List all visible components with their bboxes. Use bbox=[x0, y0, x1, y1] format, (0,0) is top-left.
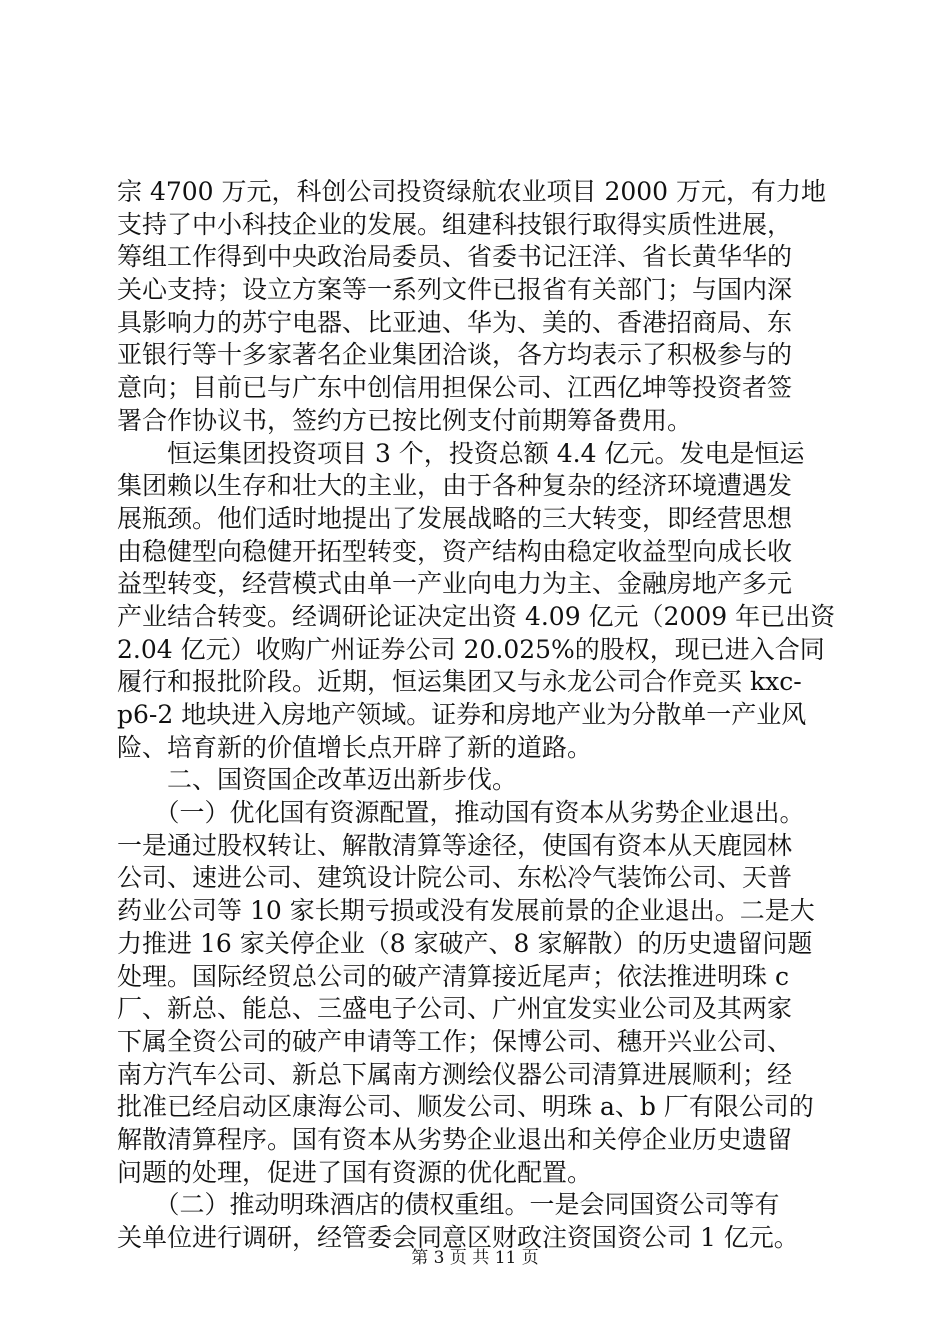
text-line: 集团赖以生存和壮大的主业，由于各种复杂的经济环境遭遇发 bbox=[117, 471, 793, 501]
text-line: 险、培育新的价值增长点开辟了新的道路。 bbox=[117, 732, 593, 762]
text-line: 二、国资国企改革迈出新步伐。 bbox=[117, 765, 518, 795]
text-line: 一是通过股权转让、解散清算等途径，使国有资本从天鹿园林 bbox=[117, 830, 793, 860]
text-line: （二）推动明珠酒店的债权重组。一是会同国资公司等有 bbox=[117, 1190, 780, 1220]
text-line: 力推进 16 家关停企业（8 家破产、8 家解散）的历史遗留问题 bbox=[117, 928, 813, 958]
text-line: 由稳健型向稳健开拓型转变，资产结构由稳定收益型向成长收 bbox=[117, 536, 793, 566]
text-line: 亚银行等十多家著名企业集团洽谈，各方均表示了积极参与的 bbox=[117, 340, 793, 370]
text-line: （一）优化国有资源配置，推动国有资本从劣势企业退出。 bbox=[117, 798, 805, 828]
text-line: 关单位进行调研，经管委会同意区财政注资国资公司 1 亿元。 bbox=[117, 1223, 799, 1252]
text-line: 署合作协议书，签约方已按比例支付前期筹备费用。 bbox=[117, 405, 693, 435]
text-line: 厂、新总、能总、三盛电子公司、广州宜发实业公司及其两家 bbox=[117, 994, 793, 1024]
text-line: 解散清算程序。国有资本从劣势企业退出和关停企业历史遗留 bbox=[117, 1124, 793, 1154]
text-line: 批准已经启动区康海公司、顺发公司、明珠 a、b 厂有限公司的 bbox=[117, 1092, 814, 1122]
text-line: 支持了中小科技企业的发展。组建科技银行取得实质性进展， bbox=[117, 209, 793, 239]
text-line: 药业公司等 10 家长期亏损或没有发展前景的企业退出。二是大 bbox=[117, 896, 815, 926]
text-line: 南方汽车公司、新总下属南方测绘仪器公司清算进展顺利；经 bbox=[117, 1059, 793, 1089]
text-line: 问题的处理，促进了国有资源的优化配置。 bbox=[117, 1157, 593, 1187]
text-line: 产业结合转变。经调研论证决定出资 4.09 亿元（2009 年已出资 bbox=[117, 601, 836, 631]
page-footer: 第 3 页 共 11 页 bbox=[411, 1248, 539, 1268]
body-text bbox=[117, 176, 837, 1255]
text-line: 下属全资公司的破产申请等工作；保博公司、穗开兴业公司、 bbox=[117, 1026, 793, 1056]
text-line: 公司、速进公司、建筑设计院公司、东松冷气装饰公司、天普 bbox=[117, 863, 793, 893]
text-line: 恒运集团投资项目 3 个，投资总额 4.4 亿元。发电是恒运 bbox=[117, 438, 805, 468]
text-line: 处理。国际经贸总公司的破产清算接近尾声；依法推进明珠 c bbox=[117, 961, 789, 991]
text-line: 筹组工作得到中央政治局委员、省委书记汪洋、省长黄华华的 bbox=[117, 242, 793, 272]
text-line: 2.04 亿元）收购广州证券公司 20.025%的股权，现已进入合同 bbox=[117, 634, 825, 664]
text-line: 关心支持；设立方案等一系列文件已报省有关部门；与国内深 bbox=[117, 275, 793, 305]
text-line: 展瓶颈。他们适时地提出了发展战略的三大转变，即经营思想 bbox=[117, 503, 793, 533]
text-line: 意向；目前已与广东中创信用担保公司、江西亿坤等投资者签 bbox=[117, 373, 793, 403]
text-line: 具影响力的苏宁电器、比亚迪、华为、美的、香港招商局、东 bbox=[117, 307, 793, 337]
text-line: 益型转变，经营模式由单一产业向电力为主、金融房地产多元 bbox=[117, 569, 793, 599]
text-line: p6-2 地块进入房地产领域。证券和房地产业为分散单一产业风 bbox=[117, 700, 807, 729]
text-line: 履行和报批阶段。近期，恒运集团又与永龙公司合作竞买 kxc- bbox=[117, 667, 802, 697]
text-line: 宗 4700 万元，科创公司投资绿航农业项目 2000 万元，有力地 bbox=[117, 177, 827, 206]
